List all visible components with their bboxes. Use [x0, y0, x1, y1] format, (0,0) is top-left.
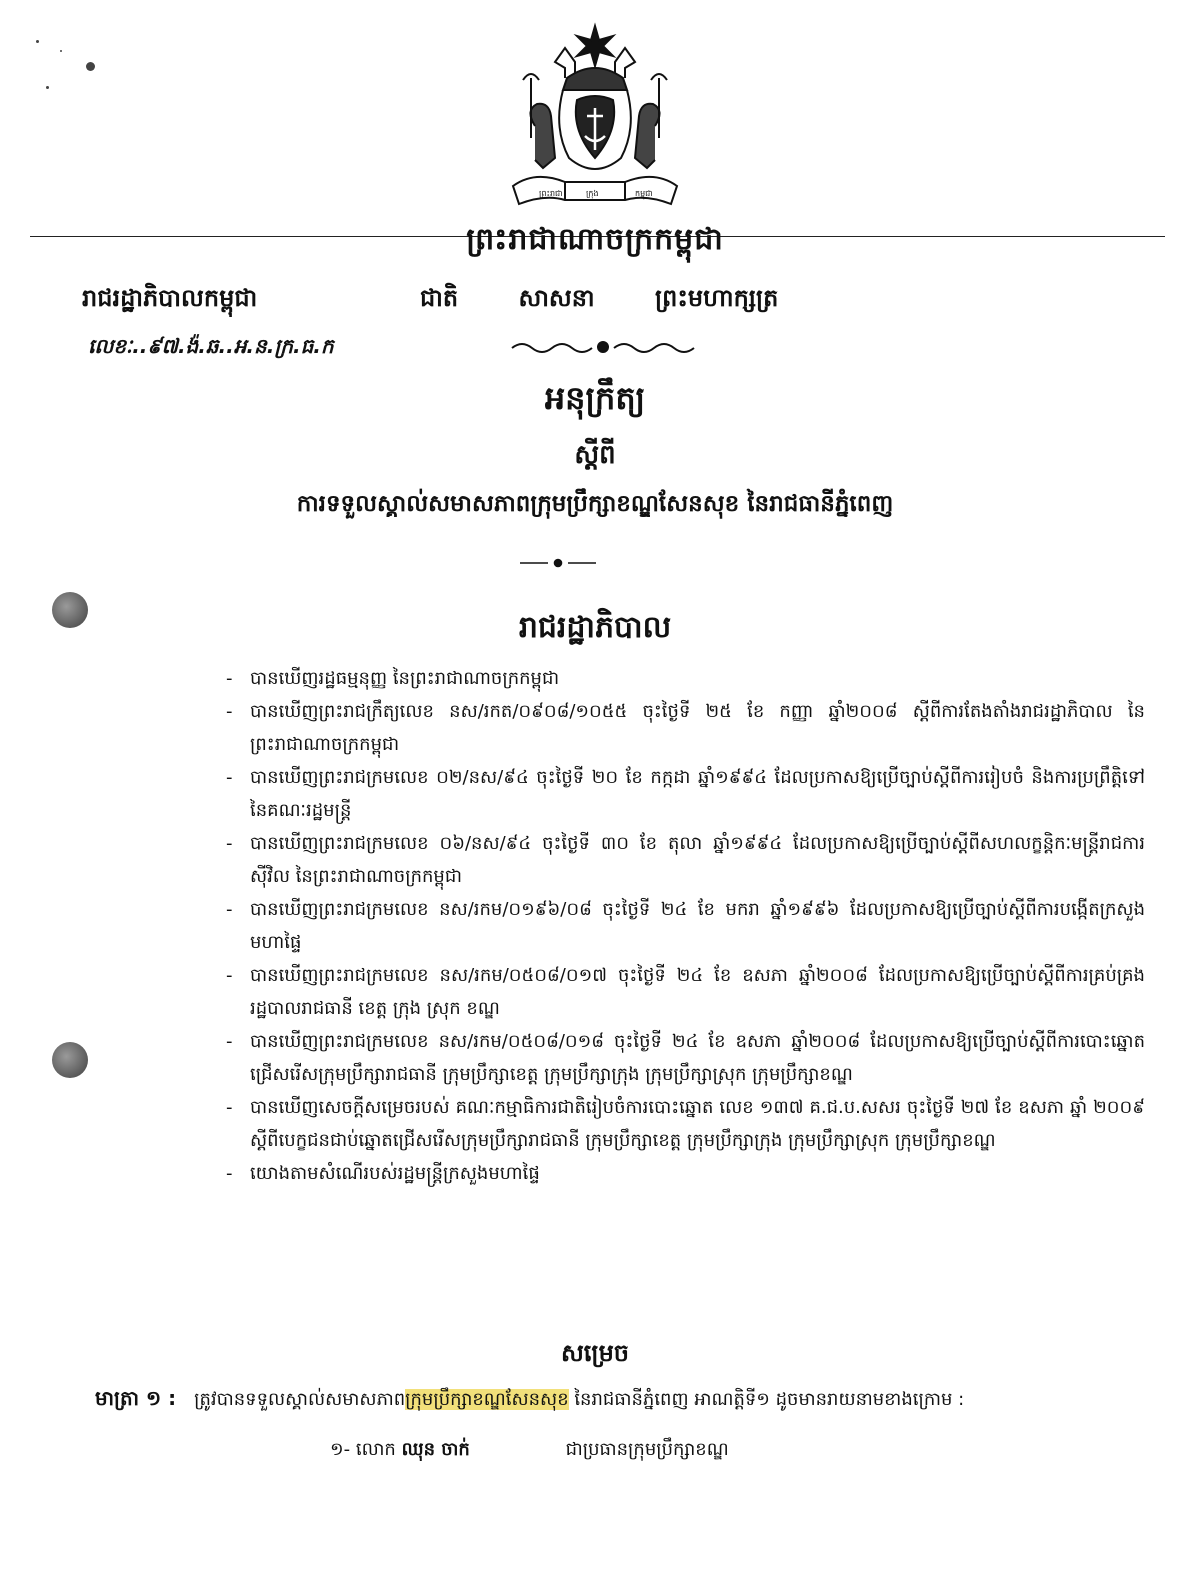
document-subject: ការទទួលស្គាល់សមាសភាពក្រុមប្រឹក្សាខណ្ឌសែនសុខ នៃរាជធានីភ្នំពេញ [296, 491, 894, 517]
national-motto [420, 283, 830, 318]
list-item: - បានឃើញព្រះរាជក្រមលេខ ០៦/នស/៩៤ ចុះថ្ងៃទី ៣០ ខែ តុលា ឆ្នាំ១៩៩៤ ដែលប្រកាសឱ្យប្រើច្បាប់ស្ដីពីសហលក្ខន្តិកៈមន្ត្រីរាជការស៊ីវិល នៃព្រះរាជាណាចក្រកម្ពុជា [226, 833, 1145, 887]
divider-ornament [518, 556, 598, 570]
article-label: មាត្រា ១ : [95, 1386, 177, 1410]
list-item: - បានឃើញព្រះរាជក្រមលេខ នស/រកម/០១៩៦/០៨ ចុះថ្ងៃទី ២៤ ខែ មករា ឆ្នាំ១៩៩៦ ដែលប្រកាសឱ្យប្រើច្បាប់ស្ដីពីការបង្កើតក្រសួងមហាផ្ទៃ [226, 899, 1145, 953]
document-title: អនុក្រឹត្យ [544, 379, 646, 417]
ribbon-word-1: ព្រះរាជា [539, 189, 563, 198]
article-1 [95, 1385, 1145, 1415]
decision-heading: សម្រេច [560, 1339, 630, 1367]
list-item: - បានឃើញព្រះរាជក្រឹត្យលេខ នស/រកត/០៩០៨/១០៥៥ ចុះថ្ងៃទី ២៥ ខែ កញ្ញា ឆ្នាំ២០០៨ ស្ដីពីការតែងតាំងរាជរដ្ឋាភិបាល នៃព្រះរាជាណាចក្រកម្ពុជា [226, 701, 1145, 755]
ribbon-word-2: ក្រុង [586, 189, 599, 198]
article-text-start: ត្រូវបានទទួលស្គាល់សមាសភាព [194, 1389, 406, 1410]
member-name: ឈុន ចាក់ [401, 1439, 470, 1460]
member-row [330, 1437, 729, 1464]
list-item-text: បានឃើញព្រះរាជក្រមលេខ ០៦/នស/៩៤ ចុះថ្ងៃទី ៣០ ខែ តុលា ឆ្នាំ១៩៩៤ ដែលប្រកាសឱ្យប្រើច្បាប់ស្ដីពីសហលក្ខន្តិកៈមន្ត្រីរាជការស៊ីវិល នៃព្រះរាជាណាចក្រកម្ពុជា [250, 833, 1145, 887]
article-highlighted-council: ក្រុមប្រឹក្សាខណ្ឌសែនសុខ [405, 1389, 569, 1410]
preamble-list [220, 662, 1145, 1190]
list-item-text: បានឃើញព្រះរាជក្រមលេខ ០២/នស/៩៤ ចុះថ្ងៃទី ២០ ខែ កក្កដា ឆ្នាំ១៩៩៤ ដែលប្រកាសឱ្យប្រើច្បាប់ស្ដីពីការរៀបចំ និងការប្រព្រឹត្តិទៅនៃគណៈរដ្ឋមន្ត្រី [250, 767, 1145, 821]
government-name: រាជរដ្ឋាភិបាលកម្ពុជា [82, 284, 258, 312]
reference-number: លេខៈ..៩៧.ង៉.ឆ..អ.ន.ក្រ.ធ.ក [88, 334, 334, 358]
about-label: ស្ដីពី [574, 440, 616, 470]
member-index: ១- [330, 1439, 351, 1460]
list-item-text: បានឃើញព្រះរាជក្រមលេខ នស/រកម/០៥០៨/០១៨ ចុះថ្ងៃទី ២៤ ខែ ឧសភា ឆ្នាំ២០០៨ ដែលប្រកាសឱ្យប្រើច្បាប់ស្ដីពីការបោះឆ្នោតជ្រើសរើសក្រុមប្រឹក្សារាជធានី ក្រុមប្រឹក្សាខេត្ត ក្រុមប្រឹក្សាក្រុង ក្រុមប្រឹក្សាស្រុក ក្រុមប្រឹក្សាខណ្ឌ [250, 1031, 1145, 1085]
list-item-text: បានឃើញព្រះរាជក្រឹត្យលេខ នស/រកត/០៩០៨/១០៥៥ ចុះថ្ងៃទី ២៥ ខែ កញ្ញា ឆ្នាំ២០០៨ ស្ដីពីការតែងតាំងរាជរដ្ឋាភិបាល នៃព្រះរាជាណាចក្រកម្ពុជា [250, 701, 1145, 755]
flourish-ornament [508, 336, 698, 358]
royal-coat-of-arms-emblem [495, 18, 695, 218]
article-text-end: នៃរាជធានីភ្នំពេញ អាណត្តិទី១ ដូចមានរាយនាមខាងក្រោម : [568, 1389, 965, 1410]
ribbon-word-3: កម្ពុជា [635, 189, 653, 198]
government-heading: រាជរដ្ឋាភិបាល [518, 610, 672, 645]
punch-hole-lower [52, 1042, 88, 1078]
list-item: - បានឃើញរដ្ឋធម្មនុញ្ញ នៃព្រះរាជាណាចក្រកម្ពុជា [226, 668, 560, 689]
member-title: លោក [355, 1439, 396, 1460]
list-item-text: បានឃើញព្រះរាជក្រមលេខ នស/រកម/០១៩៦/០៨ ចុះថ្ងៃទី ២៤ ខែ មករា ឆ្នាំ១៩៩៦ ដែលប្រកាសឱ្យប្រើច្បាប់ស្ដីពីការបង្កើតក្រសួងមហាផ្ទៃ [250, 899, 1145, 953]
list-item: - បានឃើញព្រះរាជក្រមលេខ នស/រកម/០៥០៨/០១៧ ចុះថ្ងៃទី ២៤ ខែ ឧសភា ឆ្នាំ២០០៨ ដែលប្រកាសឱ្យប្រើច្បាប់ស្ដីពីការគ្រប់គ្រងរដ្ឋបាលរាជធានី ខេត្ត ក្រុង ស្រុក ខណ្ឌ [226, 965, 1145, 1019]
list-item: - បានឃើញព្រះរាជក្រមលេខ នស/រកម/០៥០៨/០១៨ ចុះថ្ងៃទី ២៤ ខែ ឧសភា ឆ្នាំ២០០៨ ដែលប្រកាសឱ្យប្រើច្បាប់ស្ដីពីការបោះឆ្នោតជ្រើសរើសក្រុមប្រឹក្សារាជធានី ក្រុមប្រឹក្សាខេត្ត ក្រុមប្រឹក្សាក្រុង ក្រុមប្រឹក្សាស្រុក ក្រុមប្រឹក្សាខណ្ឌ [226, 1031, 1145, 1085]
list-item-text: យោងតាមសំណើរបស់រដ្ឋមន្ត្រីក្រសួងមហាផ្ទៃ [250, 1163, 540, 1184]
list-item: - បានឃើញសេចក្ដីសម្រេចរបស់ គណៈកម្មាធិការជាតិរៀបចំការបោះឆ្នោត លេខ ១៣៧ គ.ជ.ប.សសរ ចុះថ្ងៃទី ២៧ ខែ ឧសភា ឆ្នាំ ២០០៩ ស្ដីពីបេក្ខជនជាប់ឆ្នោតជ្រើសរើសក្រុមប្រឹក្សារាជធានី ក្រុមប្រឹក្សាខេត្ត ក្រុមប្រឹក្សាក្រុង ក្រុមប្រឹក្សាស្រុក ក្រុមប្រឹក្សាខណ្ឌ [226, 1097, 1145, 1151]
motto-nation: ជាតិ [420, 284, 459, 312]
list-item-text: បានឃើញសេចក្ដីសម្រេចរបស់ គណៈកម្មាធិការជាតិរៀបចំការបោះឆ្នោត លេខ ១៣៧ គ.ជ.ប.សសរ ចុះថ្ងៃទី ២៧ ខែ ឧសភា ឆ្នាំ ២០០៩ ស្ដីពីបេក្ខជនជាប់ឆ្នោតជ្រើសរើសក្រុមប្រឹក្សារាជធានី ក្រុមប្រឹក្សាខេត្ត ក្រុមប្រឹក្សាក្រុង ក្រុមប្រឹក្សាស្រុក ក្រុមប្រឹក្សាខណ្ឌ [250, 1097, 1145, 1151]
kingdom-heading: ព្រះរាជាណាចក្រកម្ពុជា [466, 222, 724, 257]
motto-king: ព្រះមហាក្សត្រ [654, 284, 779, 312]
motto-religion: សាសនា [518, 284, 595, 312]
list-item: - យោងតាមសំណើរបស់រដ្ឋមន្ត្រីក្រសួងមហាផ្ទៃ [226, 1163, 540, 1184]
list-item-text: បានឃើញរដ្ឋធម្មនុញ្ញ នៃព្រះរាជាណាចក្រកម្ពុជា [250, 668, 560, 689]
list-item: - បានឃើញព្រះរាជក្រមលេខ ០២/នស/៩៤ ចុះថ្ងៃទី ២០ ខែ កក្កដា ឆ្នាំ១៩៩៤ ដែលប្រកាសឱ្យប្រើច្បាប់ស្ដីពីការរៀបចំ និងការប្រព្រឹត្តិទៅនៃគណៈរដ្ឋមន្ត្រី [226, 767, 1145, 821]
member-role: ជាប្រធានក្រុមប្រឹក្សាខណ្ឌ [565, 1439, 729, 1460]
list-item-text: បានឃើញព្រះរាជក្រមលេខ នស/រកម/០៥០៨/០១៧ ចុះថ្ងៃទី ២៤ ខែ ឧសភា ឆ្នាំ២០០៨ ដែលប្រកាសឱ្យប្រើច្បាប់ស្ដីពីការគ្រប់គ្រងរដ្ឋបាលរាជធានី ខេត្ត ក្រុង ស្រុក ខណ្ឌ [250, 965, 1145, 1019]
